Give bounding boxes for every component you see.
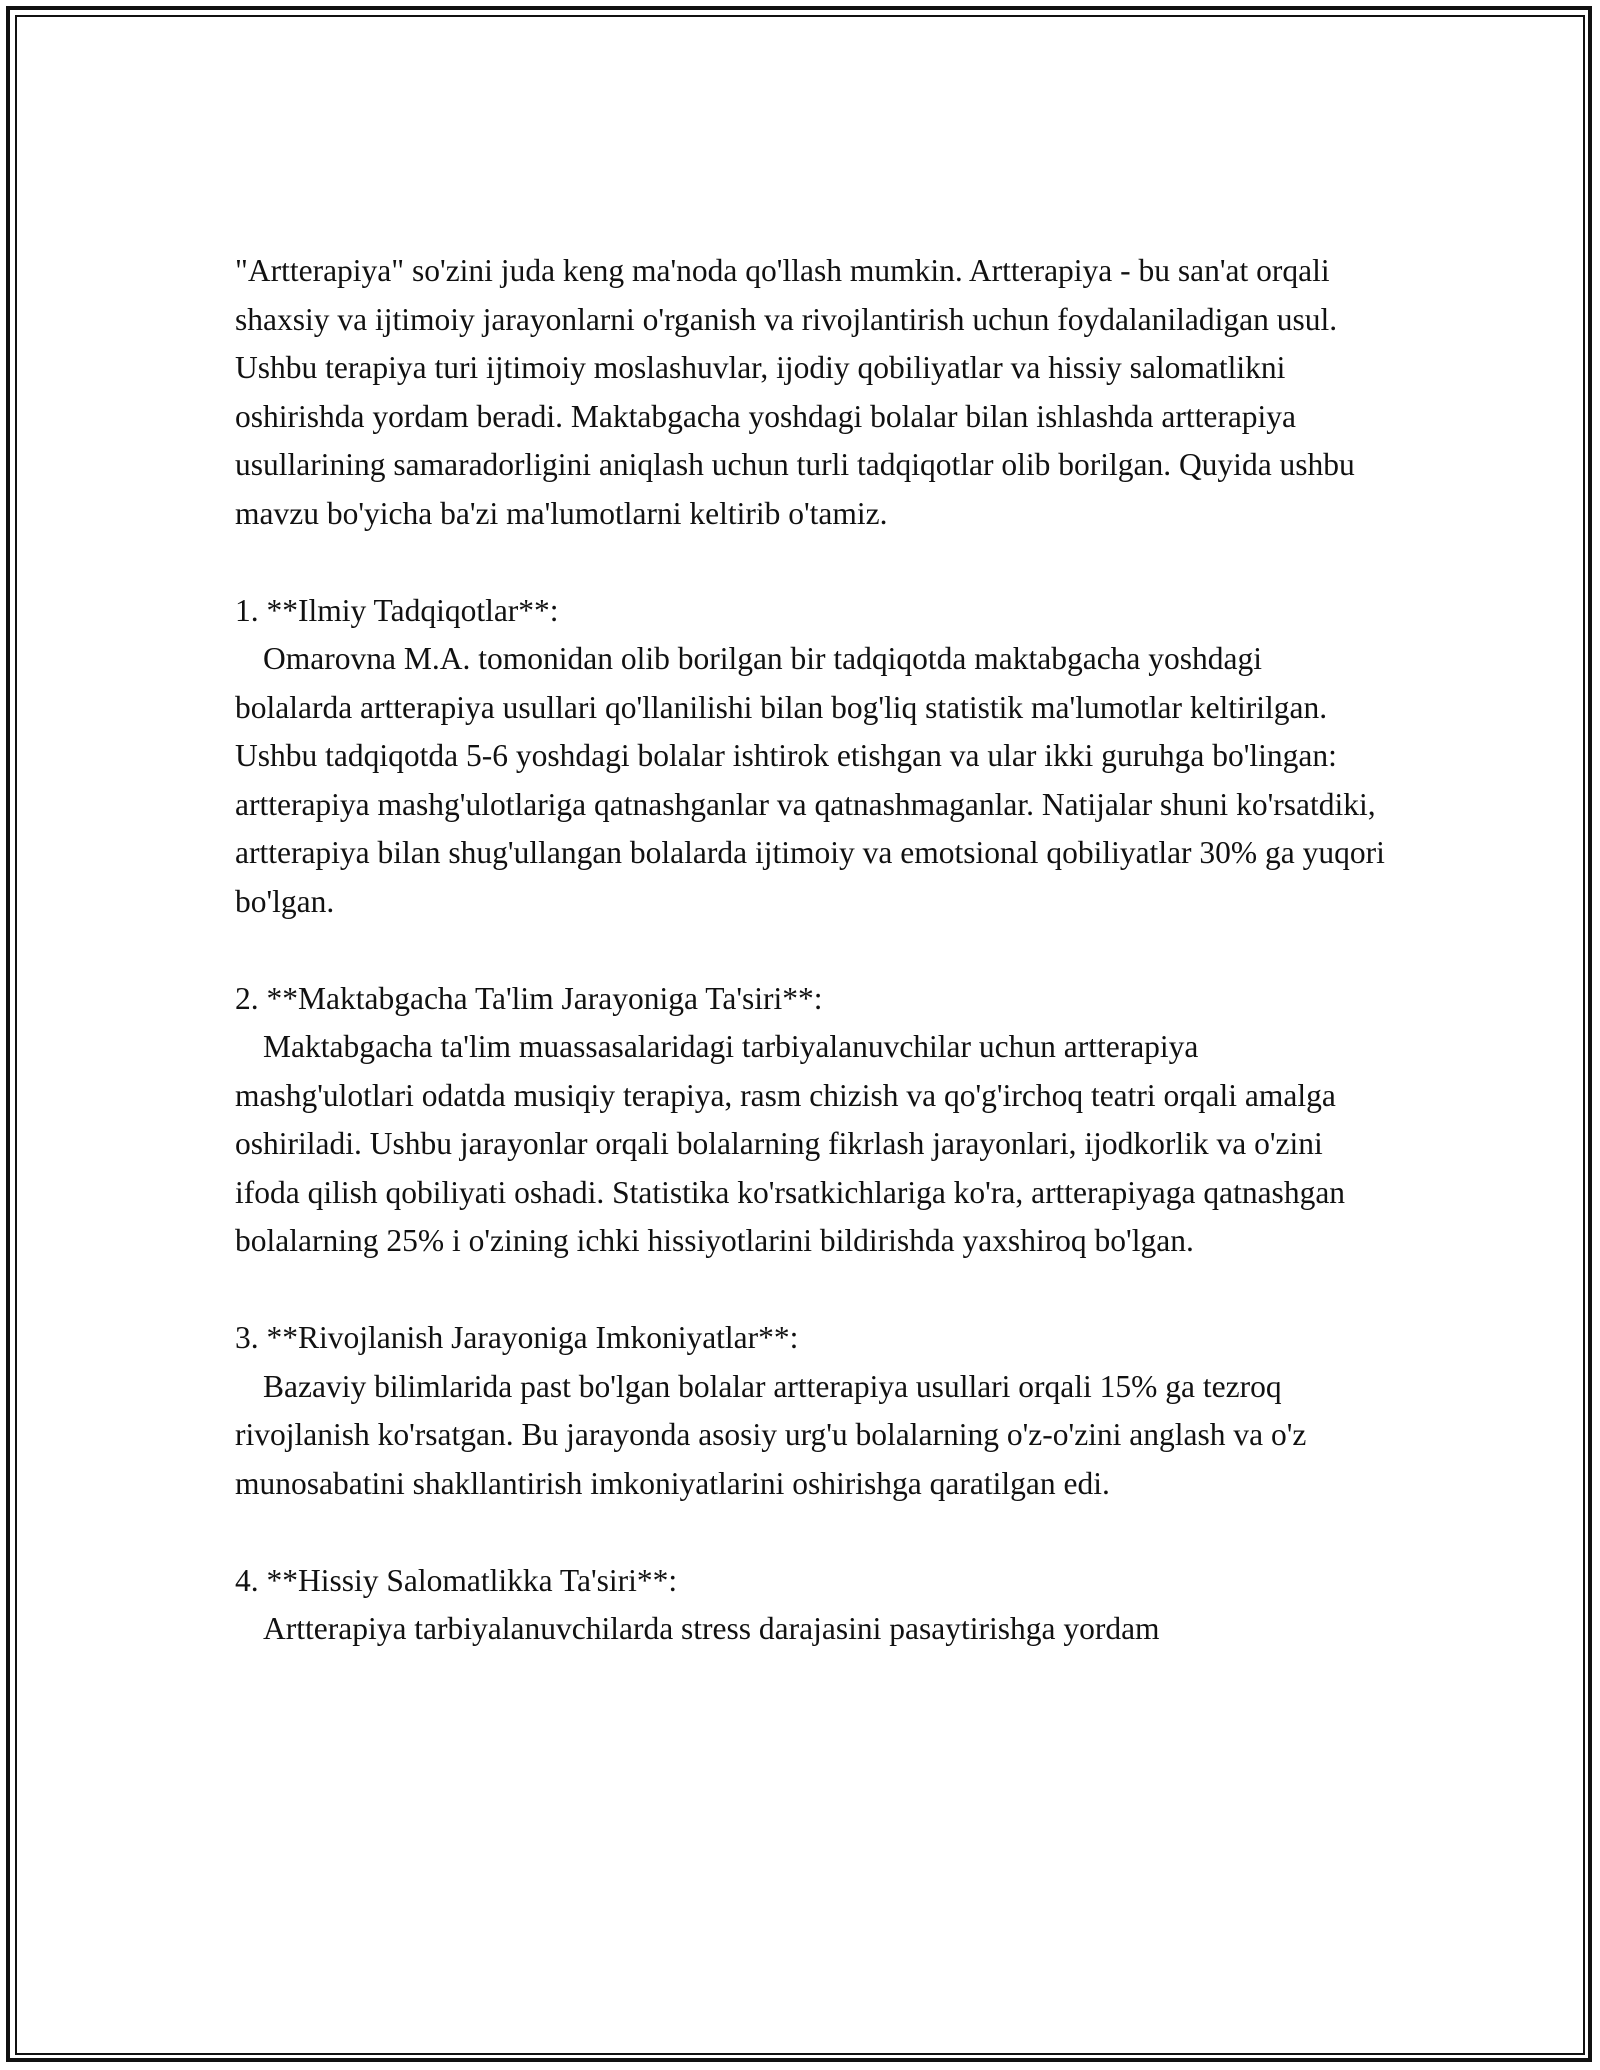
section-1-heading: 1. **Ilmiy Tadqiqotlar**: (235, 592, 559, 628)
paragraph-spacer (235, 538, 1385, 587)
paragraph-spacer (235, 926, 1385, 975)
section-1-body: Omarovna M.A. tomonidan olib borilgan bir tadqiqotda maktabgacha yoshdagi bolalarda artterapiya usullari qo'llanilishi bilan bog'liq statistik ma'lumotlar keltirilgan. Ushbu tadqiqotda 5-6 yoshdagi bolalar ishtirok etishgan va ular ikki guruhga bo'lingan: artterapiya mashg'ulotlariga qatnashganlar va qatnashmaganlar. Natijalar shuni ko'rsatdiki, artterapiya bilan shug'ullangan bolalarda ijtimoiy va emotsional qobiliyatlar 30% ga yuqori bo'lgan. (235, 641, 1385, 919)
document-body (235, 247, 1385, 1654)
intro-paragraph: "Artterapiya" so'zini juda keng ma'noda qo'llash mumkin. Artterapiya - bu san'at orqali shaxsiy va ijtimoiy jarayonlarni o'rganish va rivojlantirish uchun foydalaniladigan usul. Ushbu terapiya turi ijtimoiy moslashuvlar, ijodiy qobiliyatlar va hissiy salomatlikni oshirishda yordam beradi. Maktabgacha yoshdagi bolalar bilan ishlashda artterapiya usullarining samaradorligini aniqlash uchun turli tadqiqotlar olib borilgan. Quyida ushbu mavzu bo'yicha ba'zi ma'lumotlarni keltirib o'tamiz. (235, 253, 1355, 531)
section-3-heading: 3. **Rivojlanish Jarayoniga Imkoniyatlar**: (235, 1320, 799, 1355)
section-4-body: Artterapiya tarbiyalanuvchilarda stress darajasini pasaytirishga yordam (263, 1611, 1160, 1646)
section-2-body: Maktabgacha ta'lim muassasalaridagi tarbiyalanuvchilar uchun artterapiya mashg'ulotlari odatda musiqiy terapiya, rasm chizish va qo'g'irchoq teatri orqali amalga oshiriladi. Ushbu jarayonlar orqali bolalarning fikrlash jarayonlari, ijodkorlik va o'zini ifoda qilish qobiliyati oshadi. Statistika ko'rsatkichlariga ko'ra, artterapiyaga qatnashgan bolalarning 25% i o'zining ichki hissiyotlarini bildirishda yaxshiroq bo'lgan. (235, 1029, 1346, 1258)
section-4-heading: 4. **Hissiy Salomatlikka Ta'siri**: (235, 1562, 678, 1598)
section-3-body: Bazaviy bilimlarida past bo'lgan bolalar artterapiya usullari orqali 15% ga tezroq rivojlanish ko'rsatgan. Bu jarayonda asosiy urg'u bolalarning o'z-o'zini anglash va o'z munosabatini shakllantirish imkoniyatlarini oshirishga qaratilgan edi. (235, 1368, 1307, 1501)
paragraph-spacer (235, 1508, 1385, 1557)
section-2-heading: 2. **Maktabgacha Ta'lim Jarayoniga Ta'siri**: (235, 980, 823, 1016)
paragraph-spacer (235, 1266, 1385, 1315)
